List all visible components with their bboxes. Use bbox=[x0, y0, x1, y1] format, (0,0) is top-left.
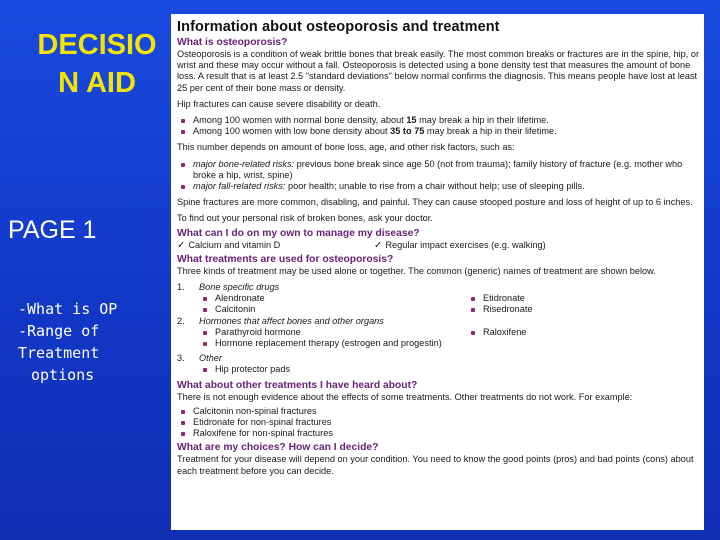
title-line-1: DECISIO bbox=[37, 29, 157, 61]
topic-item: -What is OP bbox=[18, 300, 118, 318]
section-heading-self-manage: What can I do on my own to manage my disease? bbox=[177, 227, 420, 239]
list-item: Calcitonin non-spinal fractures bbox=[177, 406, 700, 417]
risk-list bbox=[177, 159, 700, 193]
risk-ask: To find out your personal risk of broken bones, ask your doctor. bbox=[177, 213, 433, 224]
list-item: Etidronate bbox=[467, 293, 533, 304]
list-item: ✓ Regular impact exercises (e.g. walking) bbox=[374, 239, 546, 251]
treatments-paragraph: Three kinds of treatment may be used alone or together. The common (generic) names of treatment are shown below. bbox=[177, 265, 656, 276]
document-title: Information about osteoporosis and treatment bbox=[177, 19, 500, 35]
other-treatments-paragraph: There is not enough evidence about the effects of some treatments. Other treatments do not work. For example: bbox=[177, 391, 633, 402]
list-item: Among 100 women with normal bone density, about 15 may break a hip in their lifetime. bbox=[177, 115, 700, 126]
topic-item: -Range of bbox=[18, 322, 100, 340]
treatment-group-2: 2. Hormones that affect bones and other organs bbox=[177, 315, 384, 326]
other-treatments-list bbox=[177, 406, 700, 440]
list-item: Raloxifene bbox=[467, 327, 526, 338]
list-item: Etidronate for non-spinal fractures bbox=[177, 417, 700, 428]
treatment-group-3: 3. Other bbox=[177, 353, 222, 364]
list-item: major bone-related risks: previous bone break since age 50 (not from trauma); family history of fracture (e.g. mother who broke a hip, wrist, spine) bbox=[177, 159, 700, 181]
section-heading-choices: What are my choices? How can I decide? bbox=[177, 442, 379, 454]
list-item: major fall-related risks: poor health; unable to rise from a chair without help; use of sleeping pills. bbox=[177, 181, 700, 192]
section-heading-other-treatments: What about other treatments I have heard about? bbox=[177, 379, 418, 391]
list-item: ✓ Calcium and vitamin D bbox=[177, 239, 281, 251]
list-item: Parathyroid hormone bbox=[199, 327, 467, 338]
section-heading-what-is: What is osteoporosis? bbox=[177, 37, 288, 48]
risk-intro: This number depends on amount of bone loss, age, and other risk factors, such as: bbox=[177, 142, 515, 153]
topic-item: options bbox=[31, 366, 95, 384]
title-line-2: N AID bbox=[58, 67, 136, 99]
document-panel bbox=[171, 14, 704, 530]
page-label: PAGE 1 bbox=[8, 216, 97, 244]
hip-intro: Hip fractures can cause severe disability or death. bbox=[177, 98, 381, 109]
choices-paragraph: Treatment for your disease will depend on your condition. You need to know the good points (pros) and bad points (cons) about each treatment before you can decide. bbox=[177, 454, 694, 476]
self-manage-list bbox=[177, 240, 700, 251]
list-item: Risedronate bbox=[467, 304, 533, 315]
treatment-group-1: 1. Bone specific drugs bbox=[177, 282, 280, 293]
list-item: Hormone replacement therapy (estrogen and progestin) bbox=[199, 338, 467, 349]
decision-aid-title bbox=[22, 26, 172, 102]
hip-stats-list bbox=[177, 115, 700, 137]
list-item: Hip protector pads bbox=[199, 364, 467, 375]
section-heading-treatments: What treatments are used for osteoporosis? bbox=[177, 253, 394, 265]
check-icon: ✓ bbox=[177, 239, 186, 251]
check-icon: ✓ bbox=[374, 239, 383, 251]
spine-paragraph: Spine fractures are more common, disabling, and painful. They can cause stooped posture and loss of height of up to 6 inches. bbox=[177, 197, 693, 208]
topic-list bbox=[18, 298, 117, 386]
definition-paragraph: Osteoporosis is a condition of weak brittle bones that break easily. The most common breaks or fractures are in the spine, hip, or wrist and these may occur without a fall. Osteoporosis is detected using a bone density test that measures the amount of bone loss. A result that is at least 2.5 "standard deviations" below normal confirms the diagnosis. This means people have lost at least 25 per cent of their bone mass or density. bbox=[177, 49, 700, 93]
list-item: Calcitonin bbox=[199, 304, 467, 315]
list-item: Raloxifene for non-spinal fractures bbox=[177, 428, 700, 439]
list-item: Alendronate bbox=[199, 293, 467, 304]
list-item: Among 100 women with low bone density about 35 to 75 may break a hip in their lifetime. bbox=[177, 126, 700, 137]
topic-item: Treatment bbox=[18, 344, 100, 362]
